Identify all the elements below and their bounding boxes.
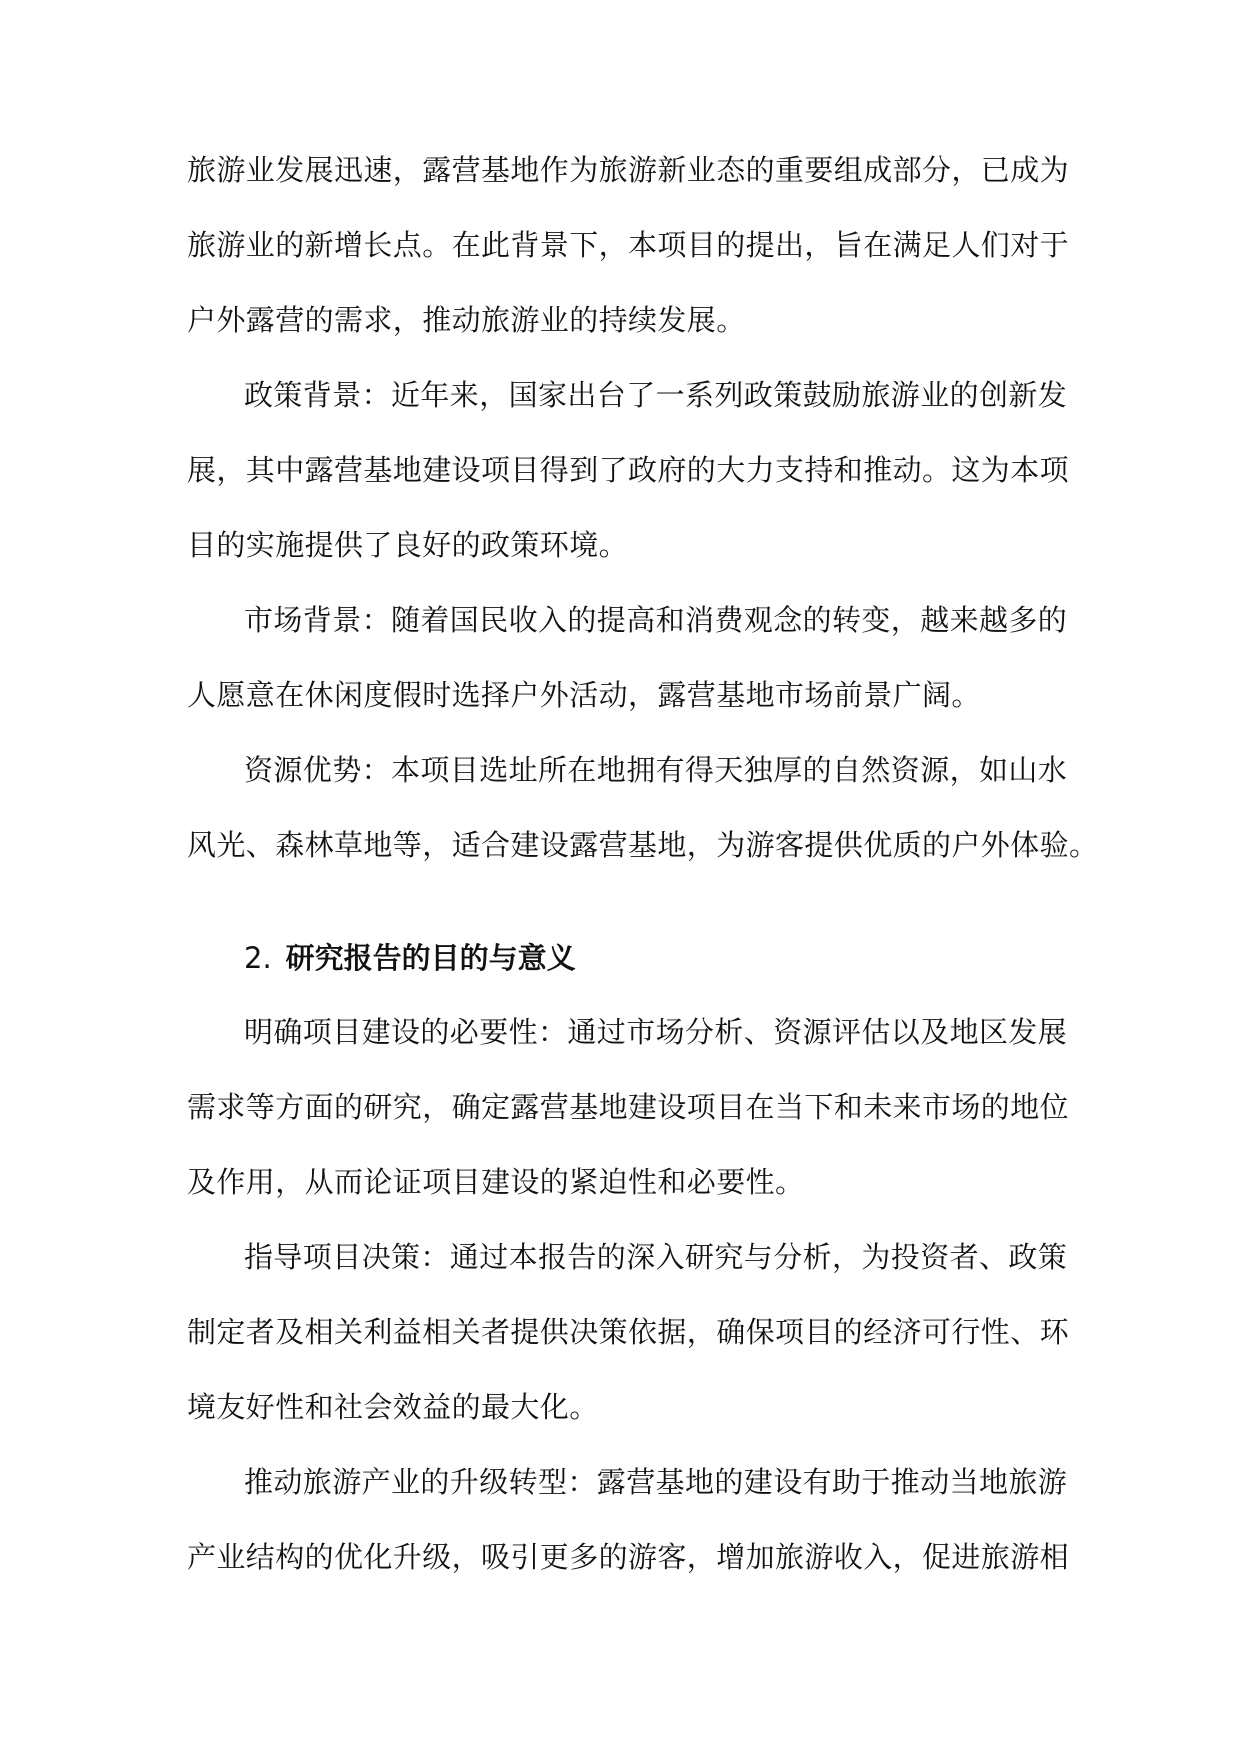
section-number: 2. bbox=[244, 941, 272, 975]
paragraph-line: 指导项目决策：通过本报告的深入研究与分析，为投资者、政策 bbox=[244, 1240, 1068, 1274]
paragraph-line: 明确项目建设的必要性：通过市场分析、资源评估以及地区发展 bbox=[244, 1015, 1068, 1049]
paragraph-line: 产业结构的优化升级，吸引更多的游客，增加旅游收入，促进旅游相 bbox=[187, 1540, 1070, 1574]
section-title: 研究报告的目的与意义 bbox=[285, 941, 576, 975]
paragraph-line: 风光、森林草地等，适合建设露营基地，为游客提供优质的户外体验。 bbox=[187, 828, 1099, 862]
paragraph-line: 资源优势：本项目选址所在地拥有得天独厚的自然资源，如山水 bbox=[244, 753, 1068, 787]
paragraph-line: 人愿意在休闲度假时选择户外活动，露营基地市场前景广阔。 bbox=[187, 678, 981, 712]
paragraph-line: 旅游业发展迅速，露营基地作为旅游新业态的重要组成部分，已成为 bbox=[187, 153, 1070, 187]
paragraph-line: 制定者及相关利益相关者提供决策依据，确保项目的经济可行性、环 bbox=[187, 1315, 1070, 1349]
paragraph-line: 推动旅游产业的升级转型：露营基地的建设有助于推动当地旅游 bbox=[244, 1465, 1068, 1499]
paragraph-line: 需求等方面的研究，确定露营基地建设项目在当下和未来市场的地位 bbox=[187, 1090, 1070, 1124]
paragraph-line: 展，其中露营基地建设项目得到了政府的大力支持和推动。这为本项 bbox=[187, 453, 1070, 487]
section-heading bbox=[244, 938, 576, 978]
paragraph-line: 及作用，从而论证项目建设的紧迫性和必要性。 bbox=[187, 1165, 805, 1199]
paragraph-line: 政策背景：近年来，国家出台了一系列政策鼓励旅游业的创新发 bbox=[244, 378, 1068, 412]
paragraph-line: 市场背景：随着国民收入的提高和消费观念的转变，越来越多的 bbox=[244, 603, 1068, 637]
paragraph-line: 旅游业的新增长点。在此背景下，本项目的提出，旨在满足人们对于 bbox=[187, 228, 1070, 262]
paragraph-line: 目的实施提供了良好的政策环境。 bbox=[187, 528, 629, 562]
paragraph-line: 户外露营的需求，推动旅游业的持续发展。 bbox=[187, 303, 746, 337]
paragraph-line: 境友好性和社会效益的最大化。 bbox=[187, 1390, 599, 1424]
